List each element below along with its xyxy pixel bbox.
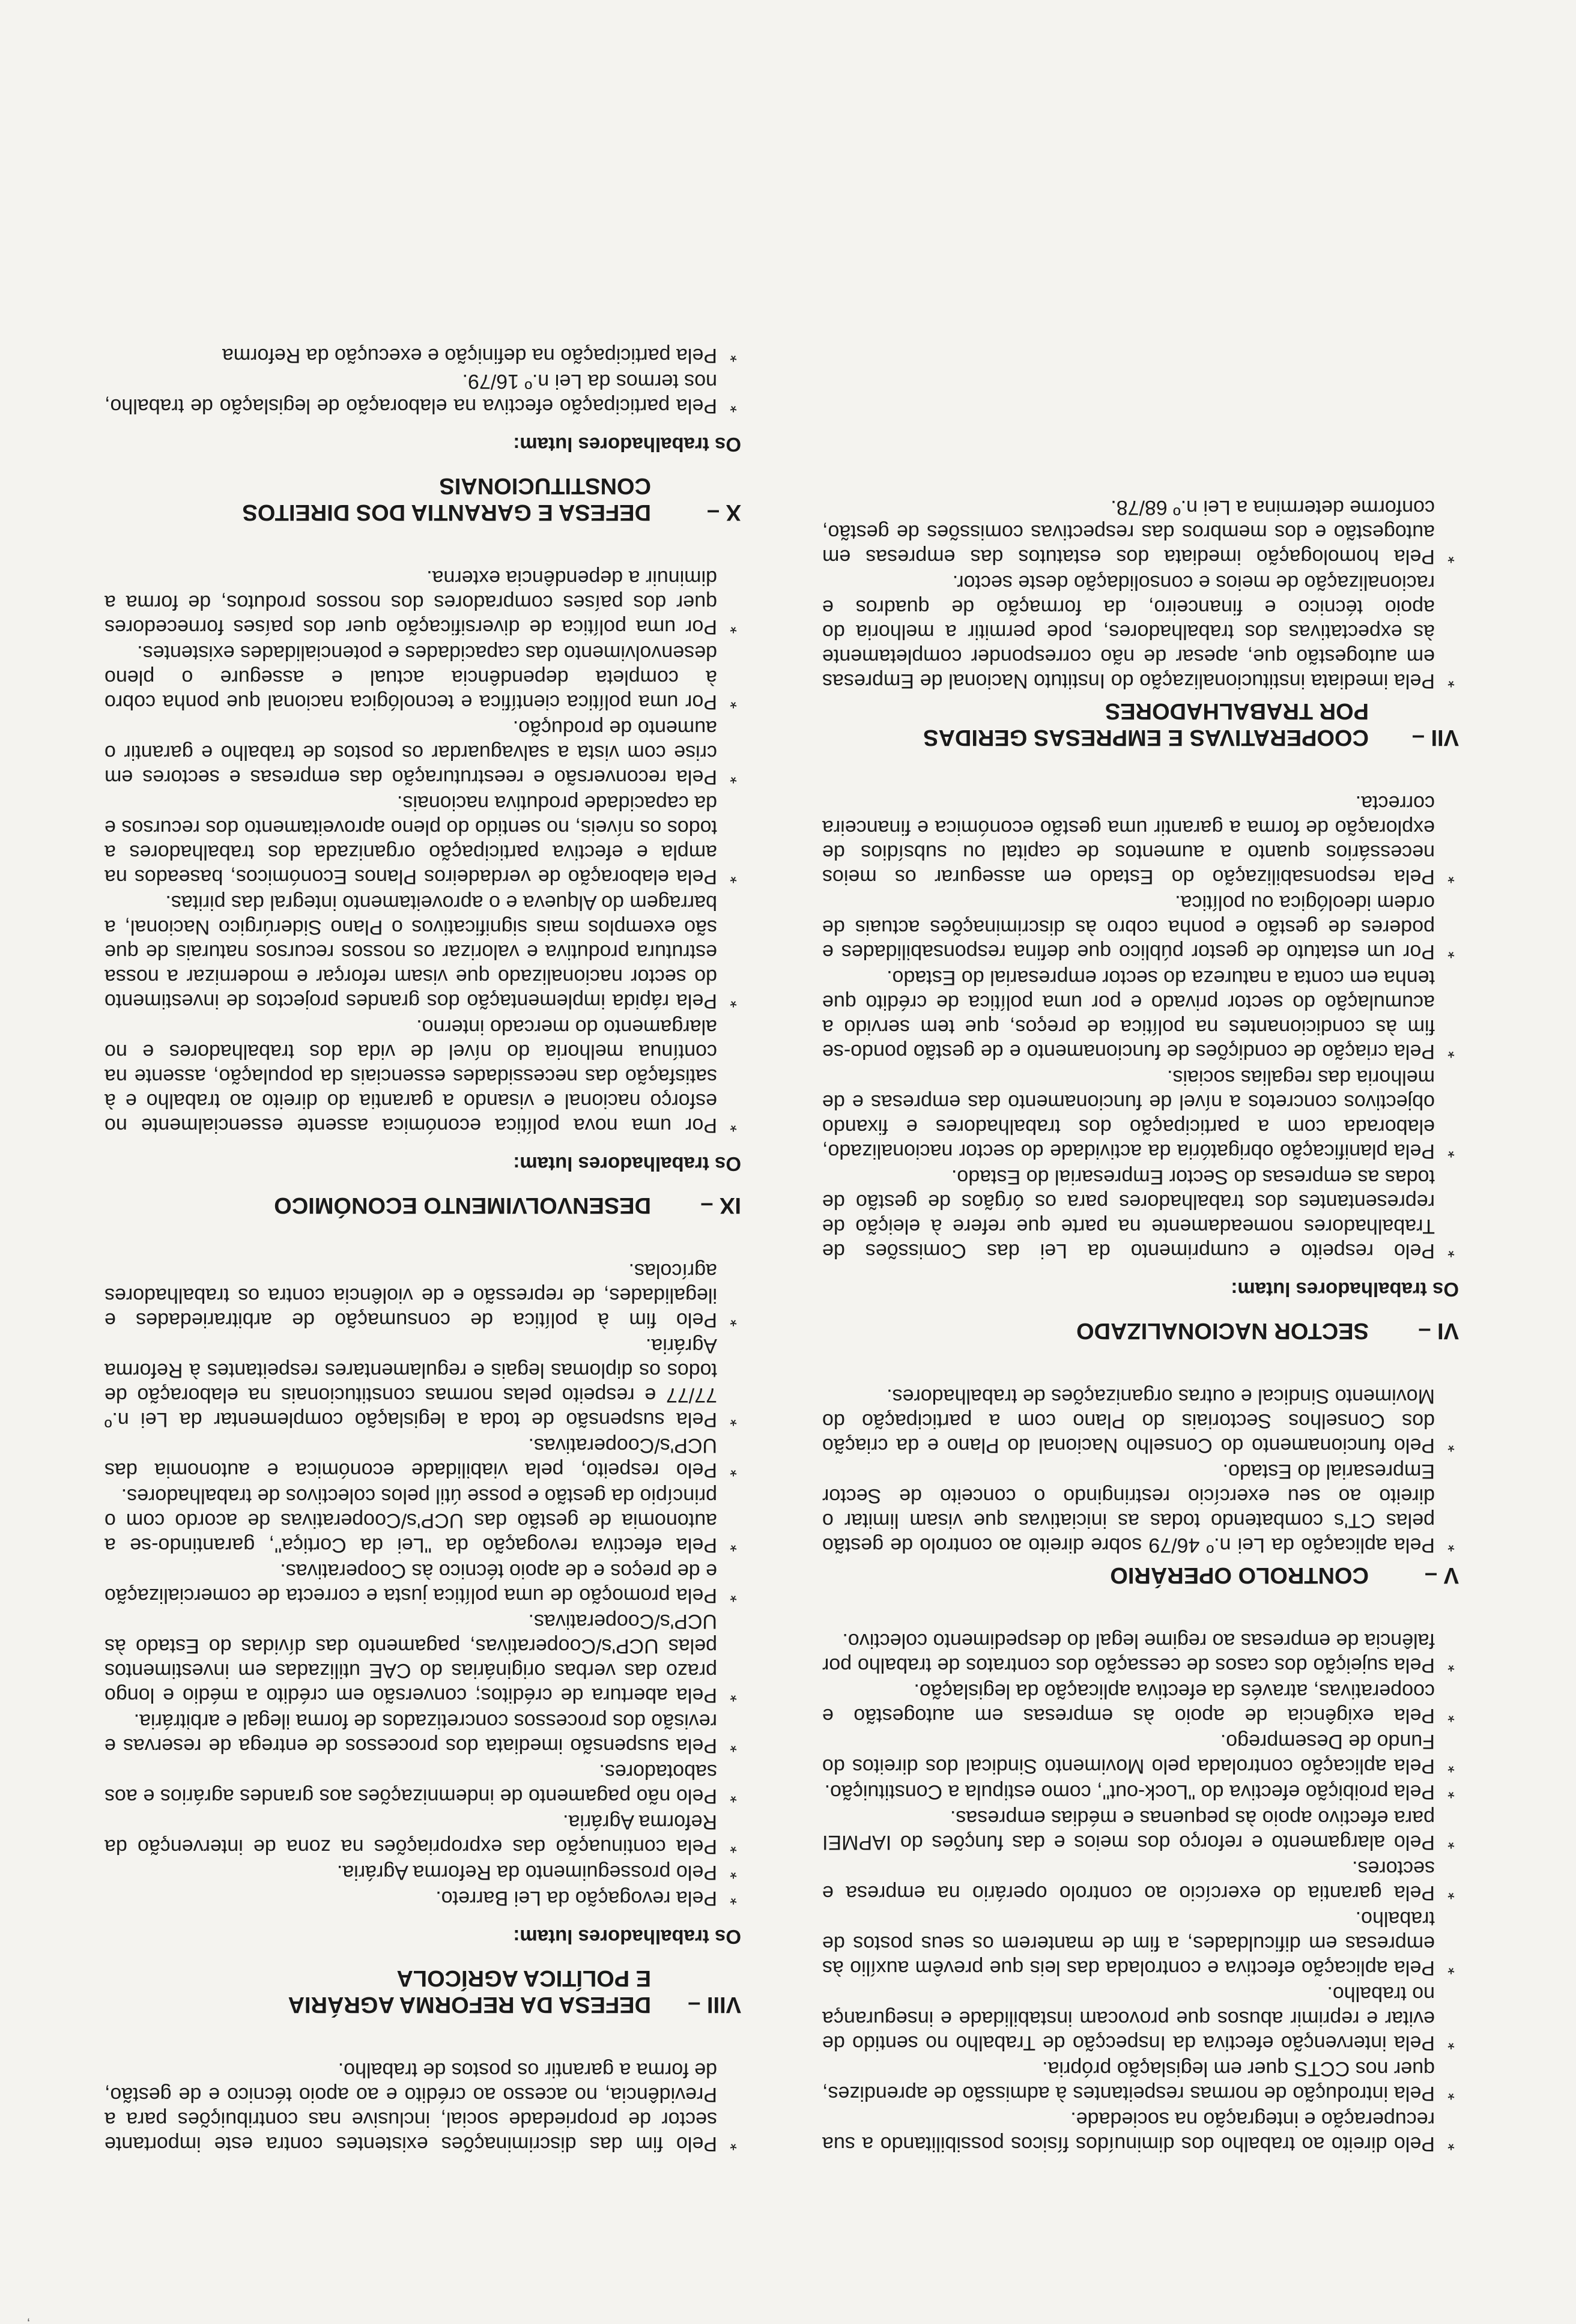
list-item-text: Pelo respeito, pela viabilidade económica e autonomia das UCP's/Cooperativas. bbox=[105, 1434, 717, 1481]
list-item-text: Pelo fim das discriminações existentes contra este importante sector de propriedade social, inclusive nas contribuições para a Previdência, no acesso ao crédito e ao apoio técnico e de gestão, de forma a garantir os postos de trabalho. bbox=[105, 2059, 717, 2155]
section-title-line-1: DEFESA DA REFORMA AGRÁRIA bbox=[288, 1992, 651, 2017]
list-item-text: Pelo não pagamento de indemnizações aos grandes agrários e aos sabotadores. bbox=[105, 1760, 717, 1808]
section-ix-heading bbox=[105, 1192, 741, 1218]
list-item bbox=[822, 1805, 1459, 1854]
list-item bbox=[822, 1628, 1459, 1677]
bullet-icon: * bbox=[730, 1310, 737, 1330]
bullet-icon: * bbox=[730, 867, 737, 886]
left-column bbox=[822, 494, 1459, 2156]
list-item bbox=[105, 1609, 741, 1707]
section-title bbox=[135, 473, 651, 525]
list-item bbox=[105, 369, 741, 418]
list-item-text: Pela homologação imediata dos estatutos das empresas em autogestão e dos membros das respectivas comissões de gestão, conforme determina a Lei n.º 68/78. bbox=[822, 496, 1435, 568]
section-ix-subheading: Os trabalhadores lutam: bbox=[513, 1153, 741, 1175]
section-title: SECTOR NACIONALIZADO bbox=[1076, 1318, 1369, 1343]
list-item-text: Pelo respeito e cumprimento da Lei das Comissões de Trabalhadores nomeadamente na parte que refere à eleição de representantes dos trabalhadores para os órgãos de gestão de todas as empresas do Sector Empresarial do Estado. bbox=[822, 1166, 1435, 1262]
list-item bbox=[105, 1809, 741, 1859]
list-item bbox=[105, 565, 741, 639]
list-item-text: Pela intervenção efectiva da Inspecção de Trabalho no sentido de evitar e reprimir abusos que provocam instabilidade e insegurança no trabalho. bbox=[822, 1982, 1435, 2054]
bullet-icon: * bbox=[1447, 1883, 1455, 1902]
list-item-text: Pela continuação das expropriações na zona de intervenção da Reforma Agrária. bbox=[105, 1811, 717, 1858]
list-item-text: Pela garantia do exercício ao controlo operário na empresa e sectores. bbox=[822, 1857, 1435, 1904]
bullet-icon: * bbox=[730, 2134, 737, 2153]
page-corner-mark: ’ bbox=[27, 2309, 30, 2324]
bullet-icon: * bbox=[730, 1735, 737, 1755]
bullet-icon: * bbox=[1447, 1705, 1455, 1725]
section-title-line-2: CONSTITUCIONAIS bbox=[439, 473, 651, 498]
list-item bbox=[822, 1779, 1459, 1804]
list-item bbox=[822, 2107, 1459, 2156]
list-item-text: Pela elaboração de verdadeiros Planos Económicos, baseados na ampla e efectiva participação organizada dos trabalhadores a todos os níveis, no sentido do pleno aproveitamento dos recursos e da capacidade produtiva nacionais. bbox=[105, 791, 717, 888]
bullet-icon: * bbox=[1447, 1756, 1455, 1776]
section-title bbox=[852, 698, 1369, 751]
bullet-icon: * bbox=[1447, 2033, 1455, 2053]
section-v-list bbox=[822, 1384, 1459, 1557]
list-item-text: Pelo alargamento e reforço dos meios e das funções do IAPMEI para efectivo apoio às pequenas e médias empresas. bbox=[822, 1806, 1435, 1854]
section-vii-heading bbox=[822, 698, 1459, 751]
section-number: X – bbox=[706, 500, 741, 525]
list-item-text: Por uma política científica e tecnológica nacional que ponha cobro à completa dependência actual e assegure o pleno desenvolvimento das capacidades e potencialidades existentes. bbox=[105, 641, 717, 713]
list-item-text: Por um estatuto de gestor público que defina responsabilidades e poderes de gestão e ponha cobro às discriminações actuais de ordem ideológica ou política. bbox=[822, 891, 1435, 963]
list-item-text: Pela promoção de uma política justa e correcta de comercialização e de preços e de apoio técnico às Cooperativas. bbox=[105, 1560, 717, 1607]
list-item bbox=[105, 1708, 741, 1758]
section-title: DESENVOLVIMENTO ECONÓMICO bbox=[274, 1193, 651, 1218]
list-item bbox=[105, 1258, 741, 1332]
section-title-line-2: POR TRABALHADORES bbox=[1105, 698, 1369, 724]
list-item bbox=[105, 890, 741, 1013]
list-item bbox=[105, 1333, 741, 1432]
section-number: VI – bbox=[1418, 1318, 1459, 1343]
section-x-subheading: Os trabalhadores lutam: bbox=[513, 434, 741, 456]
list-item bbox=[105, 2057, 741, 2156]
list-item-text: Pela exigência de apoio às empresas em autogestão e cooperativas, através da efectiva aplicação da legislação. bbox=[822, 1680, 1435, 1727]
bullet-icon: * bbox=[1447, 1958, 1455, 1978]
list-item bbox=[822, 1906, 1459, 1980]
section-vii-list bbox=[822, 495, 1459, 693]
list-item bbox=[105, 1759, 741, 1808]
bullet-icon: * bbox=[1447, 1655, 1455, 1675]
bullet-icon: * bbox=[730, 1888, 737, 1908]
list-item-text: Pela criação de condições de funcionamento e de gestão pondo-se fim às condicionantes na política de preços, que tem servido a acumulação do sector privado e por uma política de crédito que tenha em conta a natureza do sector empresarial do Estado. bbox=[822, 966, 1435, 1063]
list-item-text: Pelo prosseguimento da Reforma Agrária. bbox=[336, 1861, 717, 1884]
bullet-icon: * bbox=[730, 1535, 737, 1555]
list-item bbox=[822, 965, 1459, 1064]
section-title bbox=[135, 1965, 651, 2018]
list-item bbox=[105, 715, 741, 789]
list-item-text: Pelo funcionamento do Conselho Nacional do Plano e da criação dos Conselhos Sectoriais do Plano com a participação do Movimento Sindical e outras organizações de trabalhadores. bbox=[822, 1385, 1435, 1457]
list-item bbox=[822, 1384, 1459, 1457]
list-item-text: Pela participação na definição e execução da Reforma bbox=[222, 344, 717, 367]
list-item-text: Pelo direito ao trabalho dos diminuídos físicos possibilitando a sua recuperação e integração na sociedade. bbox=[822, 2108, 1435, 2155]
list-item-text: Pelo fim à política de consumação de arbitrariedades e ilegalidades, de repressão e de violência contra os trabalhadores agrícolas. bbox=[105, 1259, 717, 1331]
list-item-text: Pela abertura de créditos; conversão em crédito a médio e longo prazo das verbas originárias do CAE utilizadas em investimentos pelas UCP's/Cooperativas, pagamento das dívidas do Estado às UCP's/Cooperativas. bbox=[105, 1610, 717, 1707]
bullet-icon: * bbox=[730, 1585, 737, 1605]
list-item-text: Por uma política de diversificação quer dos países fornecedores quer dos países compradores dos nossos produtos, de forma a diminuir a dependência externa. bbox=[105, 566, 717, 638]
section-vi-heading bbox=[822, 1318, 1459, 1344]
list-item-text: Pela responsabilização do Estado em assegurar os meios necessários quanto a aumentos de capital ou subsídios de exploração de forma a garantir uma gestão económica e financeira correcta. bbox=[822, 791, 1435, 888]
bullet-icon: * bbox=[1447, 867, 1455, 886]
list-item bbox=[822, 495, 1459, 569]
bullet-icon: * bbox=[730, 617, 737, 637]
list-item bbox=[822, 1729, 1459, 1778]
bullet-icon: * bbox=[730, 1836, 737, 1856]
right-intro-list bbox=[105, 2057, 741, 2156]
section-number: VIII – bbox=[688, 1992, 741, 2017]
section-vi-list bbox=[822, 790, 1459, 1263]
list-item-text: Pela suspensão de toda a legislação complementar da Lei n.º 77/77 e respeito pelas normas constitucionais na elaboração de todos os diplomas legais e regulamentares respeitantes à Reforma Agrária. bbox=[105, 1334, 717, 1431]
list-item-text: Pela planificação obrigatória da actividade do sector nacionalizado, elaborada com a participação dos trabalhadores e fixando objectivos concretos a nível de funcionamento das empresas e de melhoria das regalias sociais. bbox=[822, 1066, 1435, 1163]
list-item bbox=[105, 1014, 741, 1137]
bullet-icon: * bbox=[1447, 546, 1455, 566]
bullet-icon: * bbox=[730, 1460, 737, 1480]
list-item-text: Pela efectiva revogação da "Lei da Cortiça", garantindo-se a autonomia de gestão das UCP's/Cooperativas de acordo com o princípio da gestão e posse útil pelos colectivos de trabalhadores. bbox=[105, 1484, 717, 1557]
bullet-icon: * bbox=[1447, 1832, 1455, 1852]
bullet-icon: * bbox=[1447, 942, 1455, 961]
list-item-text: Pela rápida implementação dos grandes projectos de investimento do sector nacionalizado que visam reforçar e modernizar a nossa estrutura produtiva e valorizar os nossos recursos naturais de que são exemplos mais significativos o Plano Siderúrgico Nacional, a barragem do Alqueva e o aproveitamento integral das piritas. bbox=[105, 891, 717, 1012]
list-item bbox=[822, 1981, 1459, 2055]
section-x-heading bbox=[105, 473, 741, 525]
list-item bbox=[822, 2056, 1459, 2105]
section-title-line-1: COOPERATIVAS E EMPRESAS GERIDAS bbox=[923, 725, 1369, 750]
bullet-icon: * bbox=[1447, 1435, 1455, 1455]
bullet-icon: * bbox=[1447, 1535, 1455, 1555]
section-number: VII – bbox=[1411, 725, 1459, 750]
section-title-line-2: E POLÍTICA AGRÍCOLA bbox=[396, 1965, 651, 1991]
right-column bbox=[105, 342, 741, 2156]
list-item bbox=[105, 1483, 741, 1557]
bullet-icon: * bbox=[1447, 1041, 1455, 1061]
section-number: IX – bbox=[700, 1193, 741, 1218]
list-item-text: Pela sujeição dos casos de cessação dos contratos de trabalho por falência de empresas ao regime legal do despedimento colectivo. bbox=[822, 1629, 1435, 1677]
section-ix-list bbox=[105, 565, 741, 1137]
list-item-text: Pela aplicação efectiva e controlada das leis que prevêm auxílio às empresas em dificuldades, a fim de manterem os seus postos de trabalho. bbox=[822, 1907, 1435, 1979]
list-item-text: Pela reconversão e reestruturação das empresas e sectores em crise com vista a salvaguardar os postos de trabalho e garantir o aumento de produção. bbox=[105, 716, 717, 788]
list-item-text: Pela aplicação controlada pelo Movimento Sindical dos direitos do Fundo de Desemprego. bbox=[822, 1730, 1435, 1778]
bullet-icon: * bbox=[730, 1115, 737, 1135]
bullet-icon: * bbox=[730, 1786, 737, 1806]
list-item bbox=[105, 1886, 741, 1910]
list-item bbox=[105, 1558, 741, 1608]
bullet-icon: * bbox=[730, 345, 737, 365]
section-viii-list bbox=[105, 1258, 741, 1910]
list-item bbox=[105, 790, 741, 889]
section-viii-heading bbox=[105, 1965, 741, 2018]
section-number: V – bbox=[1424, 1563, 1459, 1588]
bullet-icon: * bbox=[1447, 1241, 1455, 1260]
list-item bbox=[822, 1678, 1459, 1728]
list-item-text: Pela introdução de normas respeitantes à admissão de aprendizes, quer nos CCTS quer em legislação própria. bbox=[822, 2057, 1435, 2105]
bullet-icon: * bbox=[730, 396, 737, 416]
bullet-icon: * bbox=[730, 767, 737, 787]
left-intro-list bbox=[822, 1628, 1459, 2156]
section-viii-subheading: Os trabalhadores lutam: bbox=[513, 1926, 741, 1948]
list-item bbox=[105, 1860, 741, 1884]
bullet-icon: * bbox=[730, 692, 737, 712]
list-item bbox=[822, 890, 1459, 964]
section-vi-subheading: Os trabalhadores lutam: bbox=[1231, 1279, 1459, 1301]
list-item-text: Pela proibição efectiva do "Lock-out", como estipula a Constituição. bbox=[824, 1781, 1435, 1803]
list-item-text: Pela revogação da Lei Barreto. bbox=[435, 1887, 717, 1910]
section-v-heading bbox=[822, 1562, 1459, 1588]
list-item-text: Por uma nova política económica assente essencialmente no esforço nacional e visando a garantia do direito ao trabalho e à satisfação das necessidades essenciais da população, assente na contínua melhoria do nível de vida dos trabalhadores e no alargamento do mercado interno. bbox=[105, 1015, 717, 1137]
list-item bbox=[822, 1459, 1459, 1557]
list-item bbox=[822, 1065, 1459, 1163]
list-item-text: Pela suspensão imediata dos processos de entrega de reservas e revisão dos processos concretizados de forma ilegal e arbitrária. bbox=[105, 1710, 717, 1757]
bullet-icon: * bbox=[730, 991, 737, 1011]
section-title: CONTROLO OPERÁRIO bbox=[1110, 1563, 1369, 1588]
list-item-text: Pela aplicação da Lei n.º 46/79 sobre direito ao controlo de gestão pelas CT's combatendo todas as iniciativas que visam limitar o direito ao seu exercício restringindo o conceito de Sector Empresarial do Estado. bbox=[822, 1460, 1435, 1557]
bullet-icon: * bbox=[730, 1409, 737, 1429]
list-item bbox=[822, 1856, 1459, 1905]
section-x-list bbox=[105, 343, 741, 418]
bullet-icon: * bbox=[1447, 1141, 1455, 1161]
bullet-icon: * bbox=[730, 1685, 737, 1705]
section-title-line-1: DEFESA E GARANTIA DOS DIREITOS bbox=[242, 500, 651, 525]
list-item-text: Pela imediata institucionalização do Instituto Nacional de Empresas em autogestão que, apesar de não corresponder completamente às expectativas dos trabalhadores, pode permitir a melhoria do apoio técnico e financeiro, da formação de quadros e racionalização de meios e consolidação deste sector. bbox=[822, 571, 1435, 692]
list-item bbox=[105, 343, 741, 368]
list-item-text: Pela participação efectiva na elaboração de legislação de trabalho, nos termos da Lei n.º 16/79. bbox=[105, 370, 717, 417]
bullet-icon: * bbox=[1447, 1782, 1455, 1802]
list-item bbox=[822, 570, 1459, 693]
list-item bbox=[105, 1433, 741, 1482]
list-item bbox=[822, 1164, 1459, 1263]
bullet-icon: * bbox=[1447, 2083, 1455, 2103]
bullet-icon: * bbox=[1447, 671, 1455, 691]
list-item bbox=[822, 790, 1459, 889]
bullet-icon: * bbox=[730, 1862, 737, 1882]
list-item bbox=[105, 640, 741, 714]
bullet-icon: * bbox=[1447, 2134, 1455, 2153]
